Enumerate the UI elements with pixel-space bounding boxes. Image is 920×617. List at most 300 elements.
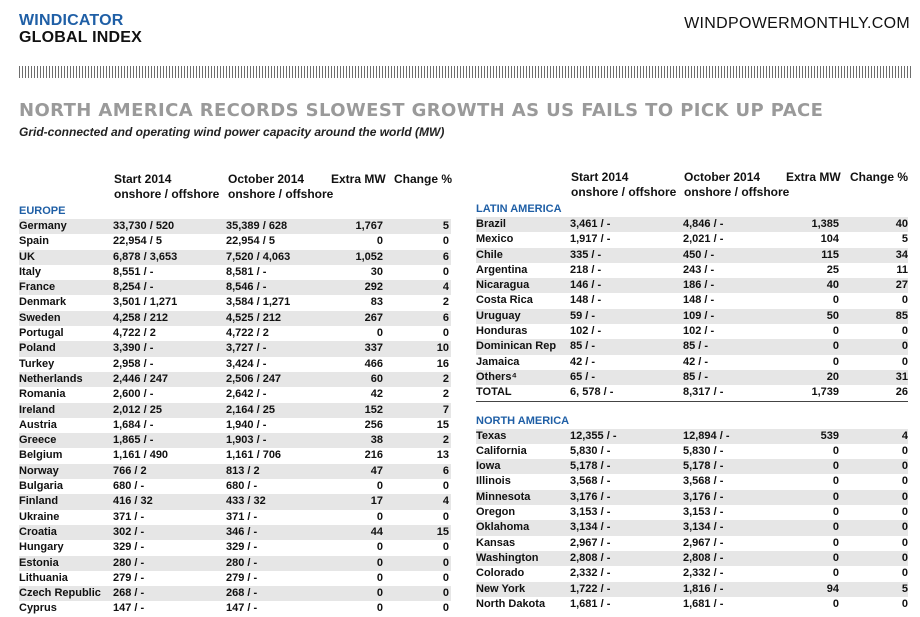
col-start-header-right	[571, 170, 676, 200]
cell-change-pct: 0	[901, 294, 908, 307]
cell-change-pct: 13	[436, 449, 449, 462]
cell-change-pct: 4	[442, 281, 449, 294]
table-row	[19, 311, 451, 326]
cell-change-pct: 0	[442, 510, 449, 523]
cell-start-2014: 148 / -	[570, 294, 602, 307]
table-row	[476, 339, 908, 354]
cell-extra-mw: 94	[826, 582, 839, 595]
cell-extra-mw: 0	[376, 571, 383, 584]
cell-region: New York	[476, 582, 526, 595]
cell-start-2014: 33,730 / 520	[113, 220, 175, 232]
table-row	[476, 263, 908, 278]
cell-change-pct: 27	[895, 279, 908, 292]
cell-start-2014: 302 / -	[113, 525, 145, 538]
cell-region: Sweden	[19, 311, 61, 324]
cell-start-2014: 4,722 / 2	[113, 327, 156, 340]
page-subhead: Grid-connected and operating wind power capacity around the world (MW)	[19, 125, 445, 139]
cell-october-2014: 186 / -	[683, 279, 715, 292]
cell-change-pct: 0	[442, 265, 449, 278]
cell-extra-mw: 466	[364, 357, 383, 370]
col-change-label: Change %	[394, 172, 453, 186]
cell-start-2014: 416 / 32	[113, 495, 153, 508]
cell-october-2014: 813 / 2	[226, 464, 260, 477]
cell-october-2014: 2,332 / -	[683, 567, 724, 580]
cell-october-2014: 2,808 / -	[683, 551, 724, 564]
cell-october-2014: 680 / -	[226, 480, 258, 493]
cell-change-pct: 0	[442, 235, 449, 248]
cell-region: Ukraine	[19, 510, 60, 523]
cell-change-pct: 85	[895, 309, 908, 322]
cell-october-2014: 329 / -	[226, 541, 258, 554]
cell-region: Kansas	[476, 536, 516, 549]
cell-start-2014: 2,600 / -	[113, 388, 154, 401]
cell-october-2014: 3,584 / 1,271	[226, 296, 291, 309]
cell-change-pct: 0	[442, 480, 449, 493]
cell-october-2014: 2,164 / 25	[226, 403, 275, 416]
table-row	[476, 520, 908, 535]
cell-change-pct: 2	[442, 372, 449, 385]
cell-region: Dominican Rep	[476, 340, 557, 353]
cell-region: Estonia	[19, 556, 59, 569]
cell-october-2014: 3,424 / -	[226, 357, 267, 370]
cell-change-pct: 2	[442, 434, 449, 447]
table-row	[19, 525, 451, 540]
total-row	[476, 385, 908, 401]
cell-region: Poland	[19, 342, 56, 355]
table-row	[476, 429, 908, 444]
cell-region: Finland	[19, 495, 59, 508]
cell-region: Washington	[476, 551, 539, 564]
cell-october-2014: 2,967 / -	[683, 536, 724, 549]
cell-start-2014: 766 / 2	[113, 464, 147, 477]
cell-start-2014: 3,134 / -	[570, 521, 611, 534]
cell-extra-mw: 0	[376, 510, 383, 523]
cell-extra-mw: 1,052	[355, 250, 383, 263]
cell-extra-mw: 0	[832, 444, 839, 457]
col-oct-line1: October 2014	[228, 172, 305, 186]
table-row	[19, 556, 451, 571]
cell-october-2014: 1,161 / 706	[226, 449, 282, 462]
table-row	[476, 505, 908, 520]
table-row	[476, 474, 908, 489]
cell-change-pct: 5	[901, 233, 908, 246]
cell-region: Czech Republic	[19, 587, 101, 600]
cell-start-2014: 371 / -	[113, 510, 145, 523]
cell-change-pct: 0	[901, 475, 908, 488]
cell-october-2014: 2,642 / -	[226, 388, 267, 401]
page-headline: NORTH AMERICA RECORDS SLOWEST GROWTH AS US FAILS TO PICK UP PACE	[19, 100, 824, 121]
cell-change-pct: 0	[901, 567, 908, 580]
cell-start-2014: 147 / -	[113, 602, 145, 615]
cell-change-pct: 11	[896, 263, 908, 276]
cell-extra-mw: 0	[832, 567, 839, 580]
cell-region: Lithuania	[19, 571, 68, 584]
table-row	[19, 479, 451, 494]
cell-extra-mw: 50	[826, 309, 839, 322]
table-row	[476, 597, 908, 612]
cell-start-2014: 1,722 / -	[570, 582, 611, 595]
cell-start-2014: 4,258 / 212	[113, 311, 169, 324]
cell-extra-mw: 0	[376, 556, 383, 569]
cell-extra-mw: 44	[370, 525, 383, 538]
north-america-rows	[476, 429, 908, 613]
cell-region: Mexico	[476, 233, 514, 246]
table-row	[476, 582, 908, 597]
cell-october-2014: 22,954 / 5	[226, 235, 275, 248]
cell-start-2014: 1,917 / -	[570, 233, 611, 246]
cell-extra-mw: 38	[370, 434, 383, 447]
col-oct-line2: onshore / offshore	[684, 185, 790, 199]
cell-october-2014: 1,681 / -	[683, 597, 724, 610]
cell-extra-mw: 0	[376, 602, 383, 615]
cell-change-pct: 0	[442, 587, 449, 600]
table-row	[476, 459, 908, 474]
cell-change-pct: 0	[442, 602, 449, 615]
cell-start-2014: 2,446 / 247	[113, 372, 169, 385]
cell-region: Austria	[19, 418, 57, 431]
table-row	[19, 295, 451, 310]
cell-start-2014: 2,967 / -	[570, 536, 611, 549]
table-row	[19, 464, 451, 479]
col-extra-label: Extra MW	[786, 170, 841, 184]
cell-region: Bulgaria	[19, 480, 64, 493]
cell-start-2014: 3,390 / -	[113, 342, 154, 355]
cell-start-2014: 280 / -	[113, 556, 145, 569]
cell-region: Chile	[476, 248, 503, 261]
cell-region: Colorado	[476, 567, 525, 580]
cell-change-pct: 10	[436, 342, 449, 355]
cell-october-2014: 3,176 / -	[683, 490, 724, 503]
cell-start-2014: 2,808 / -	[570, 551, 611, 564]
cell-region: North Dakota	[476, 597, 546, 610]
col-extra-label: Extra MW	[331, 172, 386, 186]
cell-region: Iowa	[476, 460, 501, 473]
cell-start-2014: 12,355 / -	[570, 429, 617, 442]
cell-region: Brazil	[476, 218, 506, 230]
cell-region: Minnesota	[476, 490, 531, 503]
table-row	[19, 571, 451, 586]
cell-start-2014: 146 / -	[570, 279, 602, 292]
cell-october-2014: 3,134 / -	[683, 521, 724, 534]
cell-start-2014: 329 / -	[113, 541, 145, 554]
cell-extra-mw: 0	[376, 587, 383, 600]
cell-extra-mw: 1,385	[811, 218, 839, 230]
cell-october-2014: 1,816 / -	[683, 582, 724, 595]
table-row	[476, 232, 908, 247]
col-extra-header-left	[331, 172, 386, 187]
cell-change-pct: 0	[901, 551, 908, 564]
col-start-header-left	[114, 172, 219, 202]
cell-region: Jamaica	[476, 355, 520, 368]
cell-region: Romania	[19, 388, 66, 401]
cell-extra-mw: 60	[370, 372, 383, 385]
cell-extra-mw: 0	[832, 490, 839, 503]
cell-change-pct: 0	[901, 460, 908, 473]
cell-october-2014: 4,525 / 212	[226, 311, 282, 324]
cell-change-pct: 4	[442, 495, 449, 508]
cell-start-2014: 218 / -	[570, 263, 602, 276]
cell-october-2014: 268 / -	[226, 587, 258, 600]
cell-october-2014: 8,581 / -	[226, 265, 267, 278]
site-url: WINDPOWERMONTHLY.COM	[684, 15, 910, 32]
col-start-line1: Start 2014	[571, 170, 629, 184]
cell-october-2014: 109 / -	[683, 309, 715, 322]
cell-region: California	[476, 444, 527, 457]
table-row	[19, 341, 451, 356]
col-start-line1: Start 2014	[114, 172, 172, 186]
cell-change-pct: 0	[901, 490, 908, 503]
cell-october-2014: 280 / -	[226, 556, 258, 569]
table-row	[19, 601, 451, 616]
cell-october-2014: 2,506 / 247	[226, 372, 282, 385]
cell-start-2014: 680 / -	[113, 480, 145, 493]
cell-region: UK	[19, 250, 35, 263]
cell-start-2014: 102 / -	[570, 325, 602, 338]
cell-extra-mw: 0	[832, 536, 839, 549]
cell-start-2014: 6, 578 / -	[570, 386, 614, 399]
cell-change-pct: 0	[901, 325, 908, 338]
cell-change-pct: 15	[436, 418, 449, 431]
cell-start-2014: 3,568 / -	[570, 475, 611, 488]
cell-extra-mw: 0	[832, 460, 839, 473]
cell-extra-mw: 0	[832, 325, 839, 338]
section-title-europe: EUROPE	[19, 205, 66, 217]
table-row	[476, 551, 908, 566]
cell-change-pct: 31	[895, 370, 908, 383]
cell-extra-mw: 337	[364, 342, 383, 355]
cell-region: Norway	[19, 464, 59, 477]
table-row	[476, 309, 908, 324]
cell-change-pct: 4	[901, 429, 908, 442]
cell-start-2014: 2,958 / -	[113, 357, 154, 370]
col-oct-header-right	[684, 170, 789, 200]
cell-region: Illinois	[476, 475, 511, 488]
cell-start-2014: 3,176 / -	[570, 490, 611, 503]
europe-rows	[19, 219, 451, 617]
cell-october-2014: 3,568 / -	[683, 475, 724, 488]
table-row	[476, 370, 908, 385]
cell-october-2014: 1,903 / -	[226, 434, 267, 447]
cell-october-2014: 12,894 / -	[683, 429, 730, 442]
section-gap	[476, 402, 908, 414]
cell-region: Denmark	[19, 296, 67, 309]
cell-october-2014: 4,846 / -	[683, 218, 724, 230]
table-row	[19, 403, 451, 418]
cell-extra-mw: 256	[364, 418, 383, 431]
cell-october-2014: 85 / -	[683, 370, 709, 383]
cell-start-2014: 22,954 / 5	[113, 235, 162, 248]
brand-line-1: WINDICATOR	[19, 12, 124, 29]
cell-region: Oklahoma	[476, 521, 530, 534]
europe-table	[19, 204, 451, 617]
cell-extra-mw: 0	[376, 235, 383, 248]
cell-start-2014: 5,178 / -	[570, 460, 611, 473]
cell-change-pct: 0	[901, 444, 908, 457]
table-row	[19, 433, 451, 448]
table-row	[19, 219, 451, 234]
cell-region: Texas	[476, 429, 507, 442]
cell-october-2014: 102 / -	[683, 325, 715, 338]
cell-extra-mw: 30	[370, 265, 383, 278]
cell-region: TOTAL	[476, 386, 512, 399]
cell-change-pct: 6	[442, 250, 449, 263]
cell-october-2014: 85 / -	[683, 340, 709, 353]
cell-october-2014: 433 / 32	[226, 495, 266, 508]
cell-region: Belgium	[19, 449, 63, 462]
cell-october-2014: 2,021 / -	[683, 233, 724, 246]
cell-start-2014: 85 / -	[570, 340, 596, 353]
table-row	[19, 357, 451, 372]
cell-start-2014: 2,332 / -	[570, 567, 611, 580]
cell-extra-mw: 0	[832, 551, 839, 564]
cell-start-2014: 279 / -	[113, 571, 145, 584]
cell-region: Oregon	[476, 506, 516, 519]
cell-october-2014: 450 / -	[683, 248, 715, 261]
section-title-north-america: NORTH AMERICA	[476, 414, 570, 427]
cell-start-2014: 3,153 / -	[570, 506, 611, 519]
cell-region: Costa Rica	[476, 294, 533, 307]
cell-change-pct: 26	[895, 386, 908, 399]
table-row	[476, 324, 908, 339]
cell-extra-mw: 47	[370, 464, 383, 477]
cell-extra-mw: 0	[376, 541, 383, 554]
cell-extra-mw: 20	[826, 370, 839, 383]
table-row	[19, 326, 451, 341]
cell-change-pct: 0	[442, 327, 449, 340]
table-row	[19, 280, 451, 295]
cell-start-2014: 65 / -	[570, 370, 596, 383]
cell-october-2014: 346 / -	[226, 525, 258, 538]
cell-change-pct: 34	[895, 248, 908, 261]
table-row	[476, 217, 908, 232]
cell-extra-mw: 0	[376, 327, 383, 340]
cell-start-2014: 2,012 / 25	[113, 403, 162, 416]
col-change-label: Change %	[850, 170, 909, 184]
cell-october-2014: 147 / -	[226, 602, 258, 615]
cell-extra-mw: 115	[821, 248, 839, 261]
cell-extra-mw: 0	[832, 475, 839, 488]
cell-extra-mw: 17	[370, 495, 383, 508]
cell-extra-mw: 539	[820, 429, 839, 442]
cell-start-2014: 59 / -	[570, 309, 596, 322]
cell-start-2014: 5,830 / -	[570, 444, 611, 457]
table-row	[19, 448, 451, 463]
hatched-divider	[19, 66, 912, 78]
cell-extra-mw: 0	[832, 294, 839, 307]
cell-october-2014: 8,546 / -	[226, 281, 267, 294]
cell-region: Argentina	[476, 263, 528, 276]
table-row	[19, 387, 451, 402]
cell-extra-mw: 83	[370, 296, 383, 309]
americas-table	[476, 202, 908, 612]
col-oct-line2: onshore / offshore	[228, 187, 334, 201]
cell-extra-mw: 0	[832, 355, 839, 368]
latin-america-rows	[476, 217, 908, 402]
table-row	[476, 490, 908, 505]
table-row	[19, 510, 451, 525]
table-row	[19, 234, 451, 249]
cell-extra-mw: 1,739	[811, 386, 839, 399]
col-oct-header-left	[228, 172, 333, 202]
cell-extra-mw: 292	[364, 281, 383, 294]
cell-start-2014: 8,254 / -	[113, 281, 154, 294]
cell-region: Turkey	[19, 357, 55, 370]
col-extra-header-right	[786, 170, 841, 185]
table-row	[19, 372, 451, 387]
cell-change-pct: 7	[442, 403, 449, 416]
cell-october-2014: 42 / -	[683, 355, 709, 368]
cell-october-2014: 3,153 / -	[683, 506, 724, 519]
cell-region: Netherlands	[19, 372, 83, 385]
cell-region: Ireland	[19, 403, 56, 416]
cell-extra-mw: 152	[364, 403, 383, 416]
table-row	[476, 566, 908, 581]
cell-october-2014: 3,727 / -	[226, 342, 267, 355]
cell-october-2014: 279 / -	[226, 571, 258, 584]
cell-start-2014: 1,865 / -	[113, 434, 154, 447]
cell-extra-mw: 0	[376, 480, 383, 493]
cell-region: Nicaragua	[476, 279, 530, 292]
section-title-latin-america: LATIN AMERICA	[476, 203, 562, 215]
cell-october-2014: 4,722 / 2	[226, 327, 269, 340]
table-row	[476, 278, 908, 293]
cell-start-2014: 42 / -	[570, 355, 596, 368]
cell-extra-mw: 0	[832, 521, 839, 534]
cell-october-2014: 8,317 / -	[683, 386, 724, 399]
cell-region: France	[19, 281, 56, 294]
cell-october-2014: 1,940 / -	[226, 418, 267, 431]
cell-extra-mw: 25	[826, 263, 839, 276]
cell-change-pct: 0	[901, 536, 908, 549]
cell-region: Spain	[19, 235, 49, 248]
cell-region: Italy	[19, 265, 42, 278]
cell-change-pct: 6	[442, 311, 449, 324]
cell-start-2014: 6,878 / 3,653	[113, 250, 178, 263]
brand-logo	[19, 12, 142, 46]
cell-october-2014: 243 / -	[683, 263, 715, 276]
cell-extra-mw: 42	[370, 388, 383, 401]
table-row	[476, 293, 908, 308]
cell-region: Germany	[19, 220, 67, 232]
cell-region: Others⁴	[476, 370, 517, 383]
cell-start-2014: 335 / -	[570, 248, 602, 261]
cell-october-2014: 148 / -	[683, 294, 715, 307]
col-start-line2: onshore / offshore	[114, 187, 220, 201]
cell-region: Cyprus	[19, 602, 57, 615]
cell-change-pct: 0	[442, 556, 449, 569]
cell-october-2014: 5,830 / -	[683, 444, 724, 457]
cell-october-2014: 7,520 / 4,063	[226, 250, 291, 263]
cell-extra-mw: 0	[832, 506, 839, 519]
cell-region: Hungary	[19, 541, 64, 554]
cell-october-2014: 35,389 / 628	[226, 220, 288, 232]
cell-extra-mw: 216	[364, 449, 383, 462]
cell-change-pct: 0	[901, 597, 908, 610]
cell-change-pct: 16	[436, 357, 449, 370]
table-row	[476, 248, 908, 263]
col-start-line2: onshore / offshore	[571, 185, 677, 199]
brand-line-2: GLOBAL INDEX	[19, 29, 143, 46]
cell-change-pct: 15	[436, 525, 449, 538]
cell-start-2014: 1,684 / -	[113, 418, 154, 431]
table-row	[19, 540, 451, 555]
col-oct-line1: October 2014	[684, 170, 761, 184]
cell-extra-mw: 267	[364, 311, 383, 324]
cell-region: Uruguay	[476, 309, 521, 322]
cell-change-pct: 0	[901, 506, 908, 519]
cell-october-2014: 5,178 / -	[683, 460, 724, 473]
col-change-header-left	[394, 172, 452, 187]
